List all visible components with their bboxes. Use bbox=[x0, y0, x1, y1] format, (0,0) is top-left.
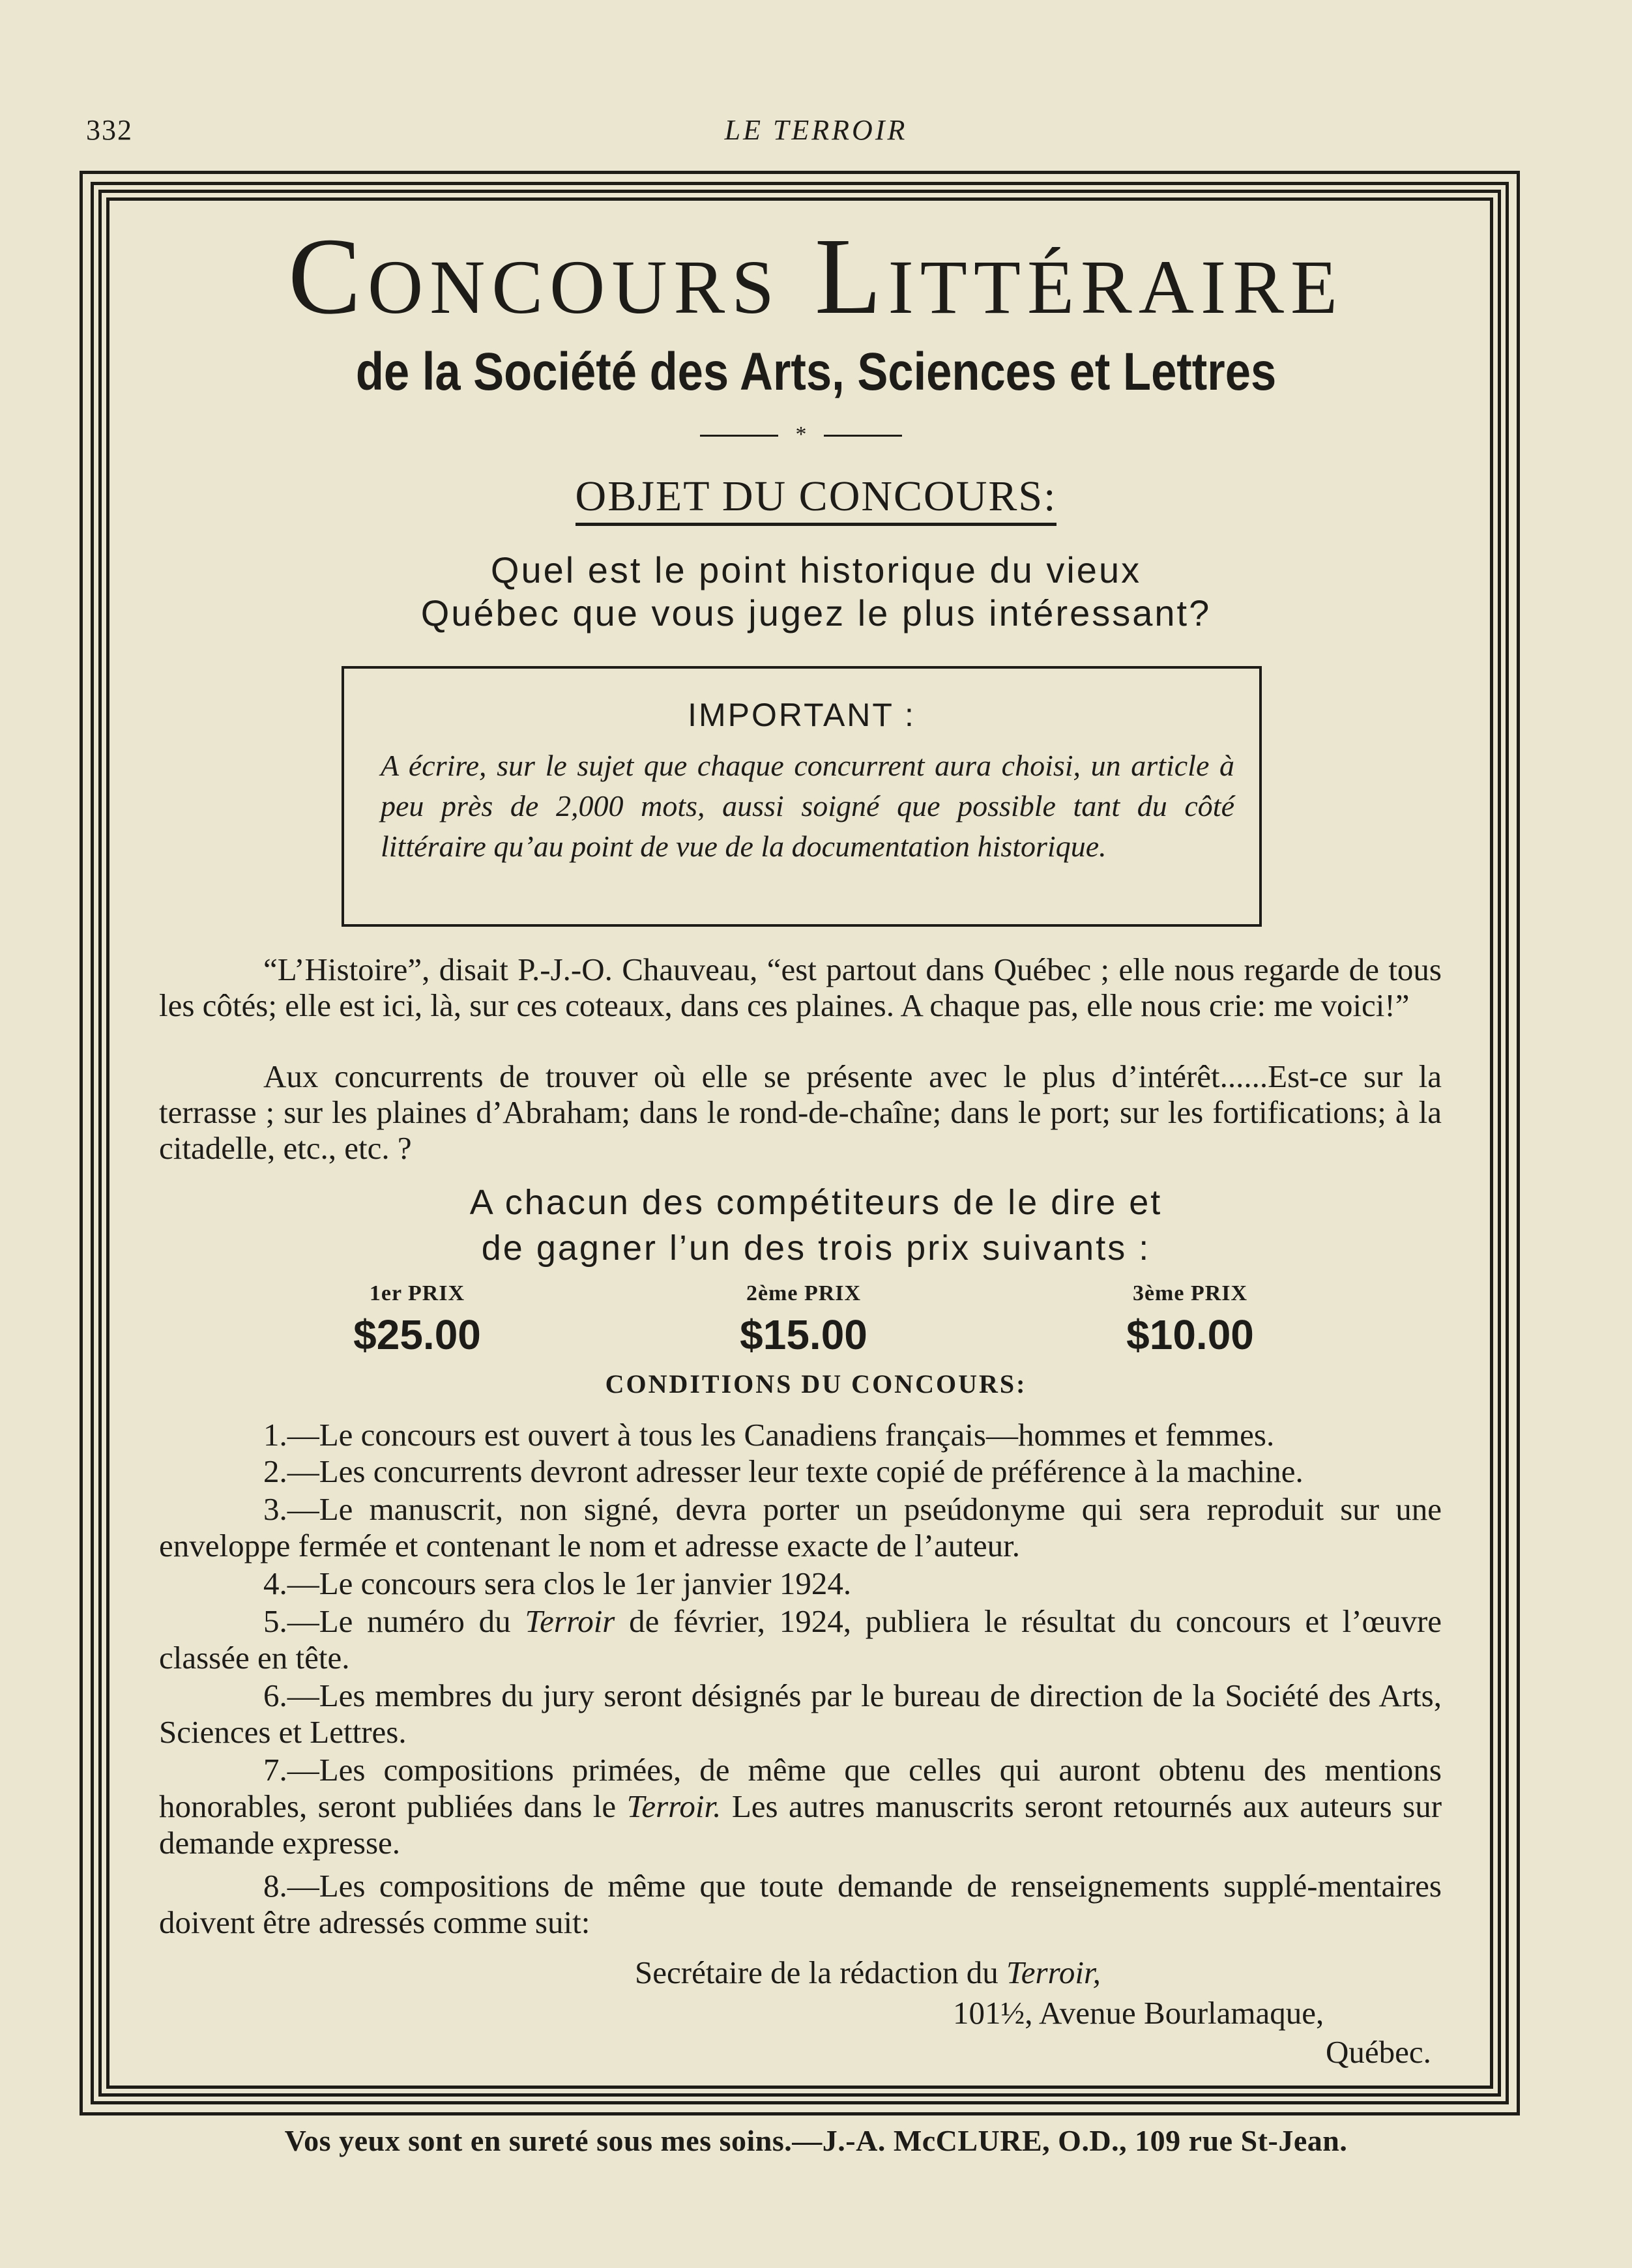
address-line-2: 101½, Avenue Bourlamaque, bbox=[953, 1995, 1324, 2031]
address-recipient: Secrétaire de la rédaction du bbox=[635, 1955, 998, 1990]
condition-4: 4.—Le concours sera clos le 1er janvier 1924. bbox=[263, 1565, 852, 1601]
condition-5 bbox=[159, 1603, 1442, 1676]
address-terroir: Terroir, bbox=[1006, 1955, 1101, 1990]
address-line-3: Québec. bbox=[1326, 2034, 1431, 2070]
conditions-heading: CONDITIONS DU CONCOURS: bbox=[605, 1369, 1027, 1399]
prize-label: 2ème PRIX bbox=[746, 1281, 862, 1305]
prize-third bbox=[1053, 1283, 1327, 1356]
condition-5-text-b: de février, 1924, publiera le résultat du concours et l’œuvre classée en tête. bbox=[159, 1603, 1442, 1676]
important-title: IMPORTANT : bbox=[688, 697, 916, 733]
prize-amount: $10.00 bbox=[1126, 1311, 1254, 1358]
intro-quote: “L’Histoire”, disait P.-J.-O. Chauveau, “est partout dans Québec ; elle nous regarde de tous les côtés; elle est ici, là, sur ces coteaux, dans ces plaines. A chaque pas, elle nous crie: me voici!” bbox=[159, 952, 1442, 1023]
condition-6: 6.—Les membres du jury seront désignés par le bureau de direction de la Société des Arts, Sciences et Lettres. bbox=[159, 1678, 1442, 1750]
advert-subtitle: de la Société des Arts, Sciences et Lettres bbox=[355, 342, 1277, 401]
condition-7 bbox=[159, 1752, 1442, 1861]
address-line-1 bbox=[635, 1956, 1101, 1988]
prize-first bbox=[280, 1283, 554, 1356]
contest-question bbox=[0, 549, 1632, 635]
intro-question: Aux concurrents de trouver où elle se présente avec le plus d’intérêt......Est-ce sur la terrasse ; sur les plaines d’Abraham; dans le rond-de-chaîne; dans le port; sur les fortifications; à la citadelle, etc., etc. ? bbox=[159, 1058, 1442, 1166]
condition-7-text-b: Les autres manuscrits seront retournés aux auteurs sur demande expresse. bbox=[159, 1788, 1442, 1861]
prize-amount: $25.00 bbox=[353, 1311, 481, 1358]
running-title: LE TERROIR bbox=[724, 114, 908, 146]
important-box bbox=[342, 666, 1262, 927]
important-text: A écrire, sur le sujet que chaque concurrent aura choisi, un article à peu près de 2,000 mots, aussi soigné que possible tant du côté littéraire qu’au point de vue de la documentation historique. bbox=[381, 749, 1234, 863]
question-line-1: Quel est le point historique du vieux bbox=[490, 549, 1142, 590]
competitors-text bbox=[0, 1180, 1632, 1271]
condition-7-text-a: 7.—Les compositions primées, de même que celles qui auront obtenu des mentions honorables, seront publiées dans le bbox=[159, 1752, 1442, 1824]
competitors-line-2: de gagner l’un des trois prix suivants : bbox=[481, 1228, 1151, 1268]
prize-amount: $15.00 bbox=[740, 1311, 867, 1358]
ornament-divider bbox=[700, 422, 902, 448]
condition-2: 2.—Les concurrents devront adresser leur texte copié de préférence à la machine. bbox=[263, 1453, 1304, 1489]
condition-5-text-a: 5.—Le numéro du bbox=[263, 1603, 525, 1639]
condition-1: 1.—Le concours est ouvert à tous les Canadiens français—hommes et femmes. bbox=[263, 1417, 1275, 1453]
prize-label: 3ème PRIX bbox=[1132, 1281, 1248, 1305]
condition-7-terroir: Terroir. bbox=[626, 1788, 721, 1824]
prize-second bbox=[667, 1283, 940, 1356]
footer-advert: Vos yeux sont en sureté sous mes soins.—J.-A. McCLURE, O.D., 109 rue St-Jean. bbox=[284, 2124, 1348, 2157]
condition-8: 8.—Les compositions de même que toute demande de renseignements supplé-mentaires doivent être adressés comme suit: bbox=[159, 1868, 1442, 1940]
advert-title: Concours Littéraire bbox=[287, 216, 1345, 337]
objet-heading bbox=[0, 473, 1632, 521]
condition-3: 3.—Le manuscrit, non signé, devra porter un pseúdonyme qui sera reproduit sur une enveloppe fermée et contenant le nom et adresse exacte de l’auteur. bbox=[159, 1491, 1442, 1563]
competitors-line-1: A chacun des compétiteurs de le dire et bbox=[469, 1183, 1163, 1222]
condition-5-terroir: Terroir bbox=[525, 1603, 615, 1639]
question-line-2: Québec que vous jugez le plus intéressant? bbox=[420, 592, 1212, 633]
prize-label: 1er PRIX bbox=[369, 1281, 465, 1305]
page-number: 332 bbox=[86, 114, 133, 146]
asterisk-icon: * bbox=[795, 422, 807, 446]
objet-heading-text: OBJET DU CONCOURS: bbox=[576, 472, 1057, 526]
